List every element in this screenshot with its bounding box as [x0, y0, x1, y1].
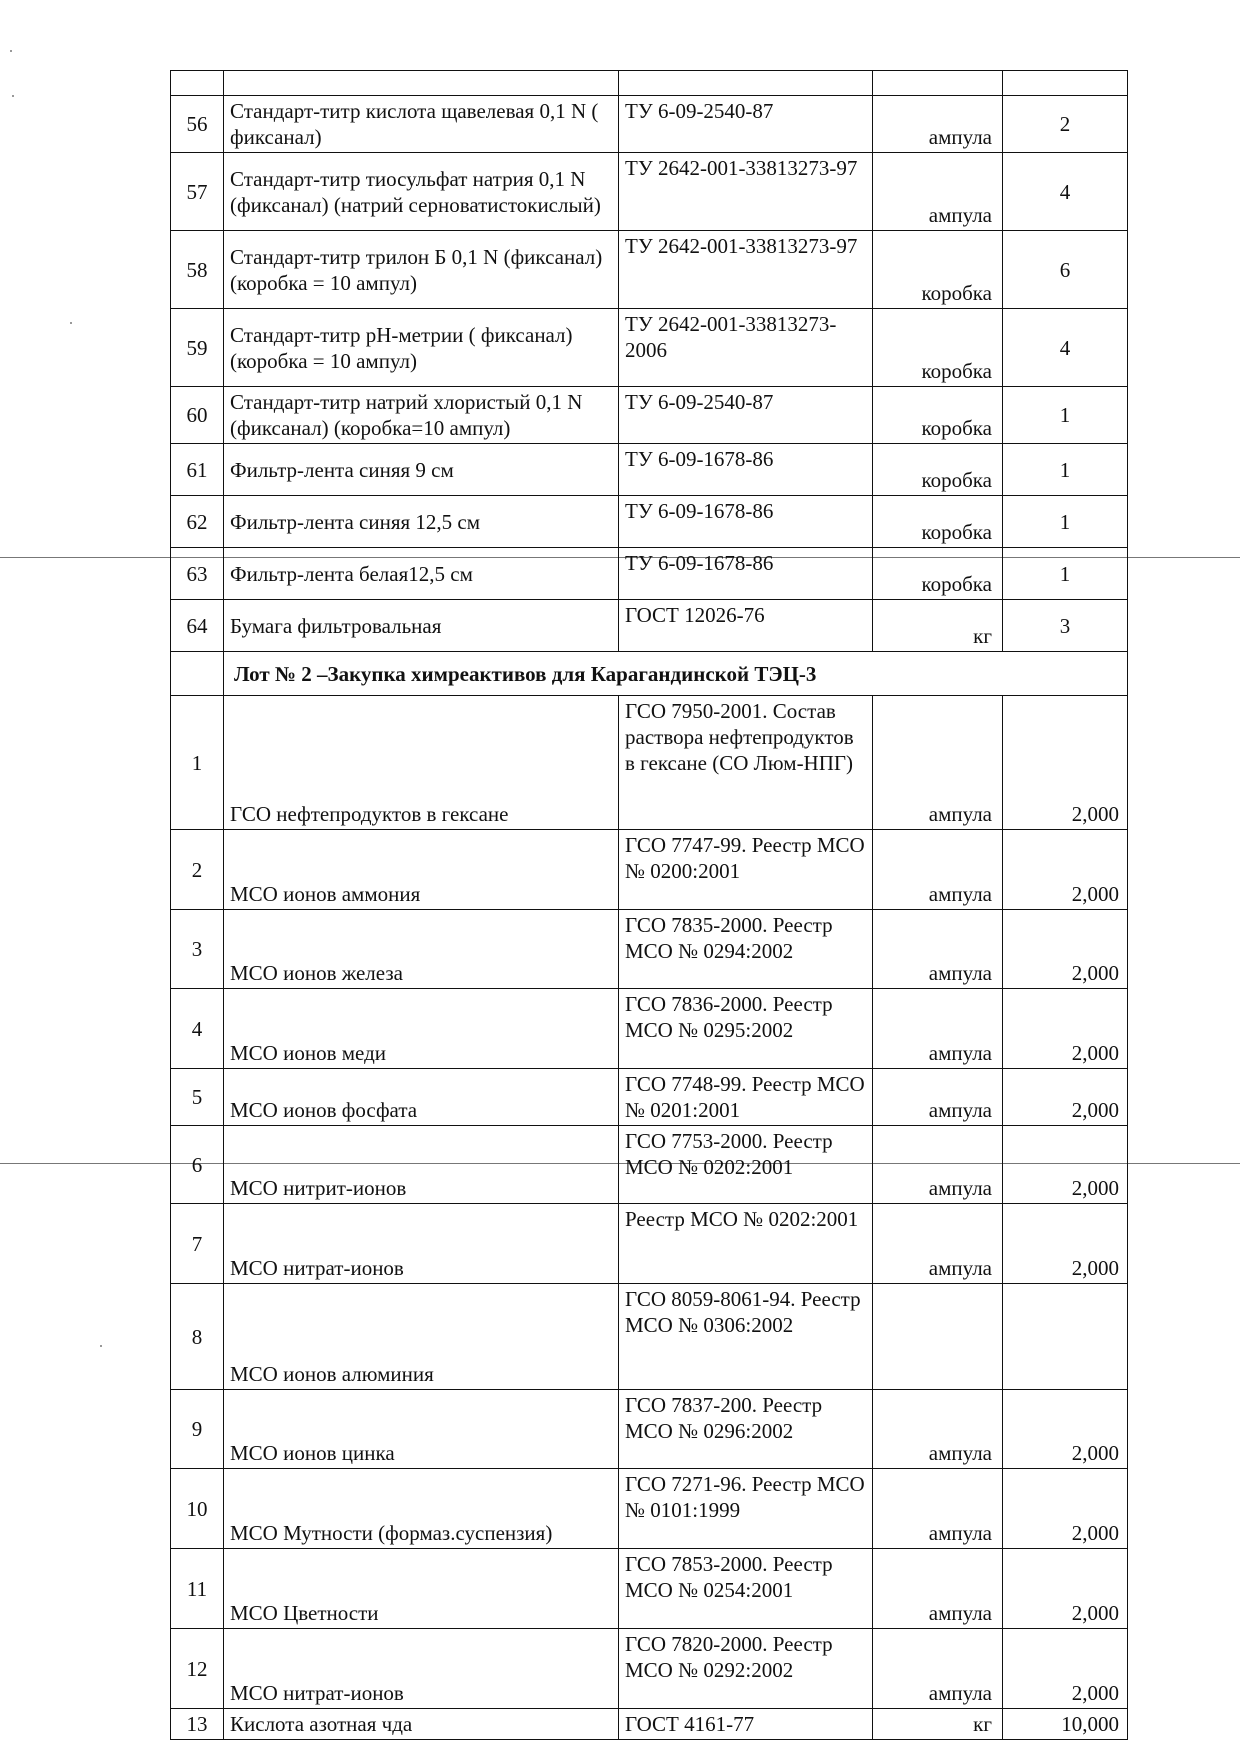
- item-quantity: 6: [1003, 231, 1128, 309]
- scan-speck: [70, 322, 72, 324]
- item-standard: ТУ 2642-001-33813273-2006: [619, 309, 873, 387]
- row-number: 62: [171, 496, 224, 548]
- table-row: [171, 1126, 1128, 1204]
- row-number: 61: [171, 444, 224, 496]
- lot2-rows: [171, 696, 1128, 1740]
- item-unit: ампула: [873, 1390, 1003, 1469]
- scan-speck: [12, 95, 14, 97]
- item-unit: коробка: [873, 231, 1003, 309]
- item-standard: ГСО 7271-96. Реестр МСО № 0101:1999: [619, 1469, 873, 1549]
- item-quantity: 3: [1003, 600, 1128, 652]
- item-quantity: [1003, 1284, 1128, 1390]
- table-row: [171, 830, 1128, 910]
- item-quantity: 2,000: [1003, 989, 1128, 1069]
- table-row: [171, 1069, 1128, 1126]
- table-row: [171, 96, 1128, 153]
- header-cell: [873, 71, 1003, 96]
- row-number: 58: [171, 231, 224, 309]
- item-unit: ампула: [873, 1469, 1003, 1549]
- item-unit: [873, 1284, 1003, 1390]
- row-number: 10: [171, 1469, 224, 1549]
- item-standard: ТУ 6-09-2540-87: [619, 96, 873, 153]
- table-row: [171, 1390, 1128, 1469]
- item-unit: коробка: [873, 387, 1003, 444]
- item-unit: коробка: [873, 309, 1003, 387]
- table-row: [171, 600, 1128, 652]
- item-quantity: 4: [1003, 309, 1128, 387]
- item-quantity: 1: [1003, 496, 1128, 548]
- item-name: МСО ионов меди: [224, 989, 619, 1069]
- item-standard: ГСО 7853-2000. Реестр МСО № 0254:2001: [619, 1549, 873, 1629]
- row-number: 8: [171, 1284, 224, 1390]
- item-name: Стандарт-титр кислота щавелевая 0,1 N ( фиксанал): [224, 96, 619, 153]
- lot-title-num-cell: [171, 652, 224, 696]
- item-standard: ГСО 7835-2000. Реестр МСО № 0294:2002: [619, 910, 873, 989]
- item-quantity: 2: [1003, 96, 1128, 153]
- item-standard: ГСО 7837-200. Реестр МСО № 0296:2002: [619, 1390, 873, 1469]
- header-cell: [224, 71, 619, 96]
- item-standard: ТУ 6-09-1678-86: [619, 548, 873, 600]
- table-row: [171, 1629, 1128, 1709]
- table-row: [171, 1469, 1128, 1549]
- item-quantity: 2,000: [1003, 1126, 1128, 1204]
- item-unit: ампула: [873, 830, 1003, 910]
- item-unit: кг: [873, 1709, 1003, 1740]
- item-quantity: 10,000: [1003, 1709, 1128, 1740]
- item-name: Стандарт-титр рН-метрии ( фиксанал) (коробка = 10 ампул): [224, 309, 619, 387]
- header-cell: [1003, 71, 1128, 96]
- row-number: 7: [171, 1204, 224, 1284]
- item-quantity: 2,000: [1003, 830, 1128, 910]
- table-row: [171, 387, 1128, 444]
- item-quantity: 1: [1003, 387, 1128, 444]
- table-row: [171, 989, 1128, 1069]
- item-name: МСО нитрат-ионов: [224, 1629, 619, 1709]
- scan-speck: [100, 1345, 102, 1347]
- row-number: 11: [171, 1549, 224, 1629]
- item-standard: ТУ 6-09-2540-87: [619, 387, 873, 444]
- row-number: 5: [171, 1069, 224, 1126]
- item-standard: ГСО 7950-2001. Состав раствора нефтепродуктов в гексане (СО Люм-НПГ): [619, 696, 873, 830]
- item-standard: ГСО 7820-2000. Реестр МСО № 0292:2002: [619, 1629, 873, 1709]
- item-unit: ампула: [873, 910, 1003, 989]
- item-quantity: 2,000: [1003, 1069, 1128, 1126]
- item-quantity: 2,000: [1003, 1549, 1128, 1629]
- table-row: [171, 1284, 1128, 1390]
- table-row: [171, 696, 1128, 830]
- item-quantity: 2,000: [1003, 1469, 1128, 1549]
- item-unit: ампула: [873, 696, 1003, 830]
- table-row: [171, 444, 1128, 496]
- item-standard: ГСО 7836-2000. Реестр МСО № 0295:2002: [619, 989, 873, 1069]
- scan-speck: [10, 50, 12, 52]
- row-number: 64: [171, 600, 224, 652]
- table-row: [171, 910, 1128, 989]
- table-row: [171, 548, 1128, 600]
- item-name: Кислота азотная чда: [224, 1709, 619, 1740]
- row-number: 60: [171, 387, 224, 444]
- item-name: Стандарт-титр натрий хлористый 0,1 N (фиксанал) (коробка=10 ампул): [224, 387, 619, 444]
- item-name: МСО ионов железа: [224, 910, 619, 989]
- lot1-rows: [171, 71, 1128, 652]
- item-name: МСО нитрат-ионов: [224, 1204, 619, 1284]
- item-name: Фильтр-лента синяя 9 см: [224, 444, 619, 496]
- item-unit: ампула: [873, 1126, 1003, 1204]
- item-quantity: 2,000: [1003, 910, 1128, 989]
- items-table: [170, 70, 1128, 1740]
- item-name: Бумага фильтровальная: [224, 600, 619, 652]
- item-quantity: 1: [1003, 548, 1128, 600]
- item-quantity: 2,000: [1003, 1629, 1128, 1709]
- item-unit: ампула: [873, 1069, 1003, 1126]
- item-name: МСО Мутности (формаз.суспензия): [224, 1469, 619, 1549]
- item-name: МСО Цветности: [224, 1549, 619, 1629]
- item-unit: ампула: [873, 96, 1003, 153]
- row-number: 63: [171, 548, 224, 600]
- item-name: МСО ионов аммония: [224, 830, 619, 910]
- row-number: 3: [171, 910, 224, 989]
- item-standard: ГСО 8059-8061-94. Реестр МСО № 0306:2002: [619, 1284, 873, 1390]
- lot-title-row: [171, 652, 1128, 696]
- item-unit: ампула: [873, 1549, 1003, 1629]
- item-quantity: 4: [1003, 153, 1128, 231]
- item-name: Фильтр-лента белая12,5 см: [224, 548, 619, 600]
- item-name: ГСО нефтепродуктов в гексане: [224, 696, 619, 830]
- item-unit: ампула: [873, 153, 1003, 231]
- item-unit: коробка: [873, 548, 1003, 600]
- table-header-row: [171, 71, 1128, 96]
- item-unit: кг: [873, 600, 1003, 652]
- item-quantity: 2,000: [1003, 1390, 1128, 1469]
- item-standard: ГСО 7748-99. Реестр МСО № 0201:2001: [619, 1069, 873, 1126]
- item-quantity: 2,000: [1003, 696, 1128, 830]
- item-standard: ТУ 2642-001-33813273-97: [619, 153, 873, 231]
- lot-title: Лот № 2 –Закупка химреактивов для Карагандинской ТЭЦ-3: [224, 652, 1128, 696]
- row-number: 13: [171, 1709, 224, 1740]
- header-cell: [619, 71, 873, 96]
- item-name: МСО ионов цинка: [224, 1390, 619, 1469]
- row-number: 57: [171, 153, 224, 231]
- table-row: [171, 496, 1128, 548]
- row-number: 6: [171, 1126, 224, 1204]
- item-name: Стандарт-титр тиосульфат натрия 0,1 N (фиксанал) (натрий серноватистокислый): [224, 153, 619, 231]
- header-cell: [171, 71, 224, 96]
- item-name: Стандарт-титр трилон Б 0,1 N (фиксанал) (коробка = 10 ампул): [224, 231, 619, 309]
- item-quantity: 1: [1003, 444, 1128, 496]
- row-number: 56: [171, 96, 224, 153]
- item-standard: ТУ 6-09-1678-86: [619, 496, 873, 548]
- item-name: Фильтр-лента синяя 12,5 см: [224, 496, 619, 548]
- item-standard: ГОСТ 4161-77: [619, 1709, 873, 1740]
- item-standard: ГОСТ 12026-76: [619, 600, 873, 652]
- item-unit: ампула: [873, 989, 1003, 1069]
- table-row: [171, 309, 1128, 387]
- item-standard: ГСО 7753-2000. Реестр МСО № 0202:2001: [619, 1126, 873, 1204]
- row-number: 1: [171, 696, 224, 830]
- table-row: [171, 1709, 1128, 1740]
- item-standard: ТУ 6-09-1678-86: [619, 444, 873, 496]
- item-name: МСО нитрит-ионов: [224, 1126, 619, 1204]
- item-name: МСО ионов фосфата: [224, 1069, 619, 1126]
- row-number: 12: [171, 1629, 224, 1709]
- item-quantity: 2,000: [1003, 1204, 1128, 1284]
- table-row: [171, 153, 1128, 231]
- table-row: [171, 1204, 1128, 1284]
- item-name: МСО ионов алюминия: [224, 1284, 619, 1390]
- item-unit: ампула: [873, 1204, 1003, 1284]
- row-number: 4: [171, 989, 224, 1069]
- row-number: 59: [171, 309, 224, 387]
- row-number: 9: [171, 1390, 224, 1469]
- row-number: 2: [171, 830, 224, 910]
- table-row: [171, 1549, 1128, 1629]
- table-row: [171, 231, 1128, 309]
- item-standard: ГСО 7747-99. Реестр МСО № 0200:2001: [619, 830, 873, 910]
- item-standard: Реестр МСО № 0202:2001: [619, 1204, 873, 1284]
- item-unit: ампула: [873, 1629, 1003, 1709]
- lot2-header: [171, 652, 1128, 696]
- item-unit: коробка: [873, 444, 1003, 496]
- item-standard: ТУ 2642-001-33813273-97: [619, 231, 873, 309]
- item-unit: коробка: [873, 496, 1003, 548]
